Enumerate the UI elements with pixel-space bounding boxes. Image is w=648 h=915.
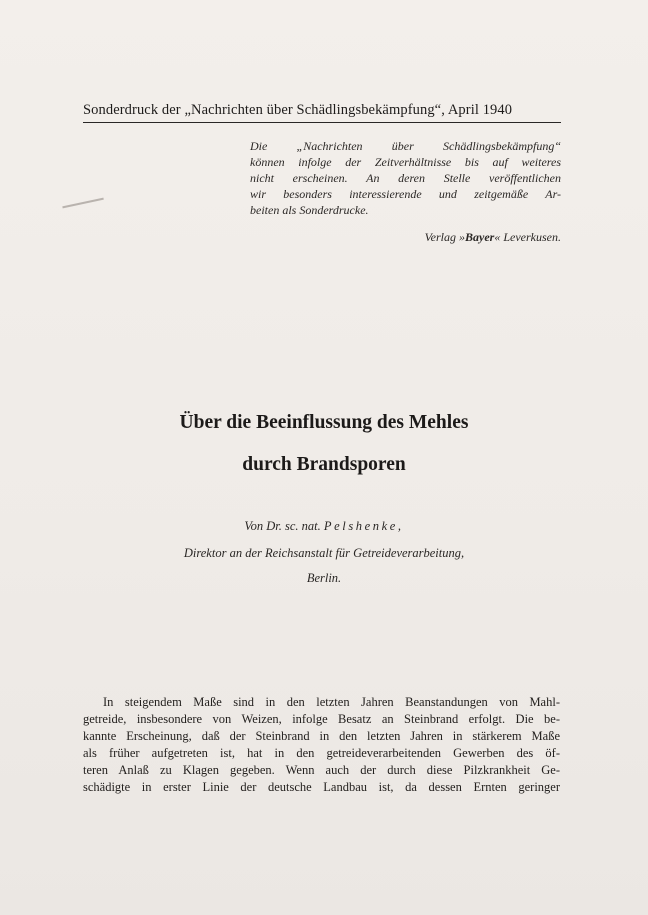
body-line: als früher aufgetreten ist, hat in den getreideverarbeitenden Gewerben des öf- [83, 746, 560, 760]
publisher-brand: Bayer [465, 230, 495, 244]
notice-line: beiten als Sonderdrucke. [250, 203, 369, 217]
notice-line: können infolge der Zeitverhältnisse bis auf weiteres [250, 155, 561, 169]
author-line [0, 519, 648, 534]
publication-notice [250, 138, 561, 218]
body-line: kannte Erscheinung, daß der Steinbrand in den letzten Jahren in stärkerem Maße [83, 729, 560, 743]
body-line: teren Anlaß zu Klagen gegeben. Wenn auch der durch diese Pilzkrankheit Ge- [83, 763, 560, 777]
author-city: Berlin. [306, 571, 342, 585]
article-body [83, 694, 560, 796]
author-position: Direktor an der Reichsanstalt für Getreideverarbeitung, [183, 546, 465, 560]
article-title-line-1: Über die Beeinflussung des Mehles [179, 412, 469, 433]
offprint-header: Sonderdruck der „Nachrichten über Schädlingsbekämpfung“, April 1940 [83, 102, 561, 123]
author-name: Pelshenke, [323, 519, 404, 533]
publisher-suffix: « Leverkusen. [494, 230, 561, 244]
body-line: getreide, insbesondere von Weizen, infolge Besatz an Steinbrand erfolgt. Die be- [83, 712, 560, 726]
body-line: schädigte in erster Linie der deutsche Landbau ist, da dessen Ernten geringer [83, 780, 560, 794]
notice-line: nicht erscheinen. An deren Stelle veröffentlichen [250, 171, 561, 185]
article-title-line-2: durch Brandsporen [242, 454, 406, 475]
paper-mark [62, 198, 103, 208]
publisher-prefix: Verlag » [424, 230, 466, 244]
publisher-line [425, 230, 561, 245]
notice-line: Die „Nachrichten über Schädlingsbekämpfung“ [250, 139, 561, 153]
notice-line: wir besonders interessierende und zeitgemäße Ar- [250, 187, 561, 201]
author-prefix: Von Dr. sc. nat. [244, 519, 321, 533]
body-line: In steigendem Maße sind in den letzten Jahren Beanstandungen von Mahl- [103, 695, 560, 709]
